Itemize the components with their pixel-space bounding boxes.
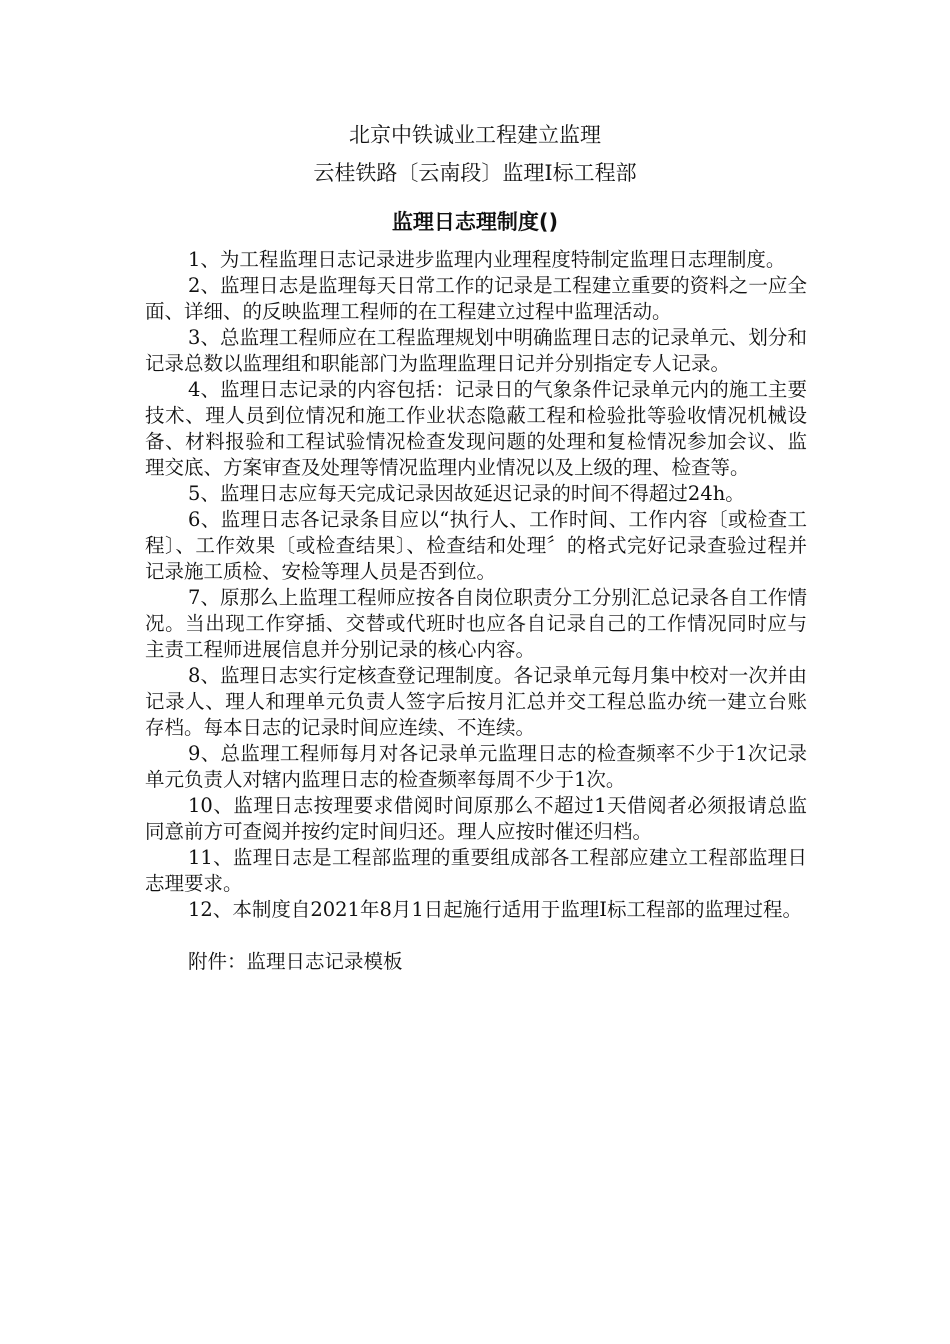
clause-1: 1、为工程监理日志记录进步监理内业理程度特制定监理日志理制度。 xyxy=(188,248,786,271)
clause-2: 2、监理日志是监理每天日常工作的记录是工程建立重要的资料之一应全面、详细、的反映监理工程师的在工程建立过程中监理活动。 xyxy=(145,274,807,323)
clause-9: 9、总监理工程师每月对各记录单元监理日志的检查频率不少于1次记录单元负责人对辖内监理日志的检查频率每周不少于1次。 xyxy=(145,742,807,791)
organization-name: 北京中铁诚业工程建立监理 xyxy=(349,123,601,147)
clause-6: 6、监理日志各记录条目应以“执行人、工作时间、工作内容〔或检查工程〕、工作效果〔或检查结果〕、检查结和处理〞的格式完好记录查验过程并记录施工质检、安检等理人员是否到位。 xyxy=(145,508,807,583)
clause-3: 3、总监理工程师应在工程监理规划中明确监理日志的记录单元、划分和记录总数以监理组和职能部门为监理监理日记并分别指定专人记录。 xyxy=(145,326,807,375)
clause-5: 5、监理日志应每天完成记录因故延迟记录的时间不得超过24h。 xyxy=(188,482,745,505)
clause-12: 12、本制度自2021年8月1日起施行适用于监理Ⅰ标工程部的监理过程。 xyxy=(188,898,802,921)
document-title: 监理日志理制度() xyxy=(391,210,559,234)
clause-8: 8、监理日志实行定核查登记理制度。各记录单元每月集中校对一次并由记录人、理人和理单元负责人签字后按月汇总并交工程总监办统一建立台账存档。每本日志的记录时间应连续、不连续。 xyxy=(145,664,807,739)
clause-4: 4、监理日志记录的内容包括：记录日的气象条件记录单元内的施工主要技术、理人员到位情况和施工作业状态隐蔽工程和检验批等验收情况机械设备、材料报验和工程试验情况检查发现问题的处理和复检情况参加会议、监理交底、方案审查及处理等情况监理内业情况以及上级的理、检查等。 xyxy=(145,378,807,479)
department-name: 云桂铁路〔云南段〕监理Ⅰ标工程部 xyxy=(313,161,637,185)
document-body xyxy=(145,247,807,975)
attachment-note: 附件：监理日志记录模板 xyxy=(188,950,403,973)
clause-11: 11、监理日志是工程部监理的重要组成部各工程部应建立工程部监理日志理要求。 xyxy=(145,846,807,895)
clause-7: 7、原那么上监理工程师应按各自岗位职责分工分别汇总记录各自工作情况。当出现工作穿插、交替或代班时也应各自记录自己的工作情况同时应与主责工程师进展信息并分别记录的核心内容。 xyxy=(145,586,807,661)
clause-10: 10、监理日志按理要求借阅时间原那么不超过1天借阅者必须报请总监同意前方可查阅并按约定时间归还。理人应按时催还归档。 xyxy=(145,794,807,843)
